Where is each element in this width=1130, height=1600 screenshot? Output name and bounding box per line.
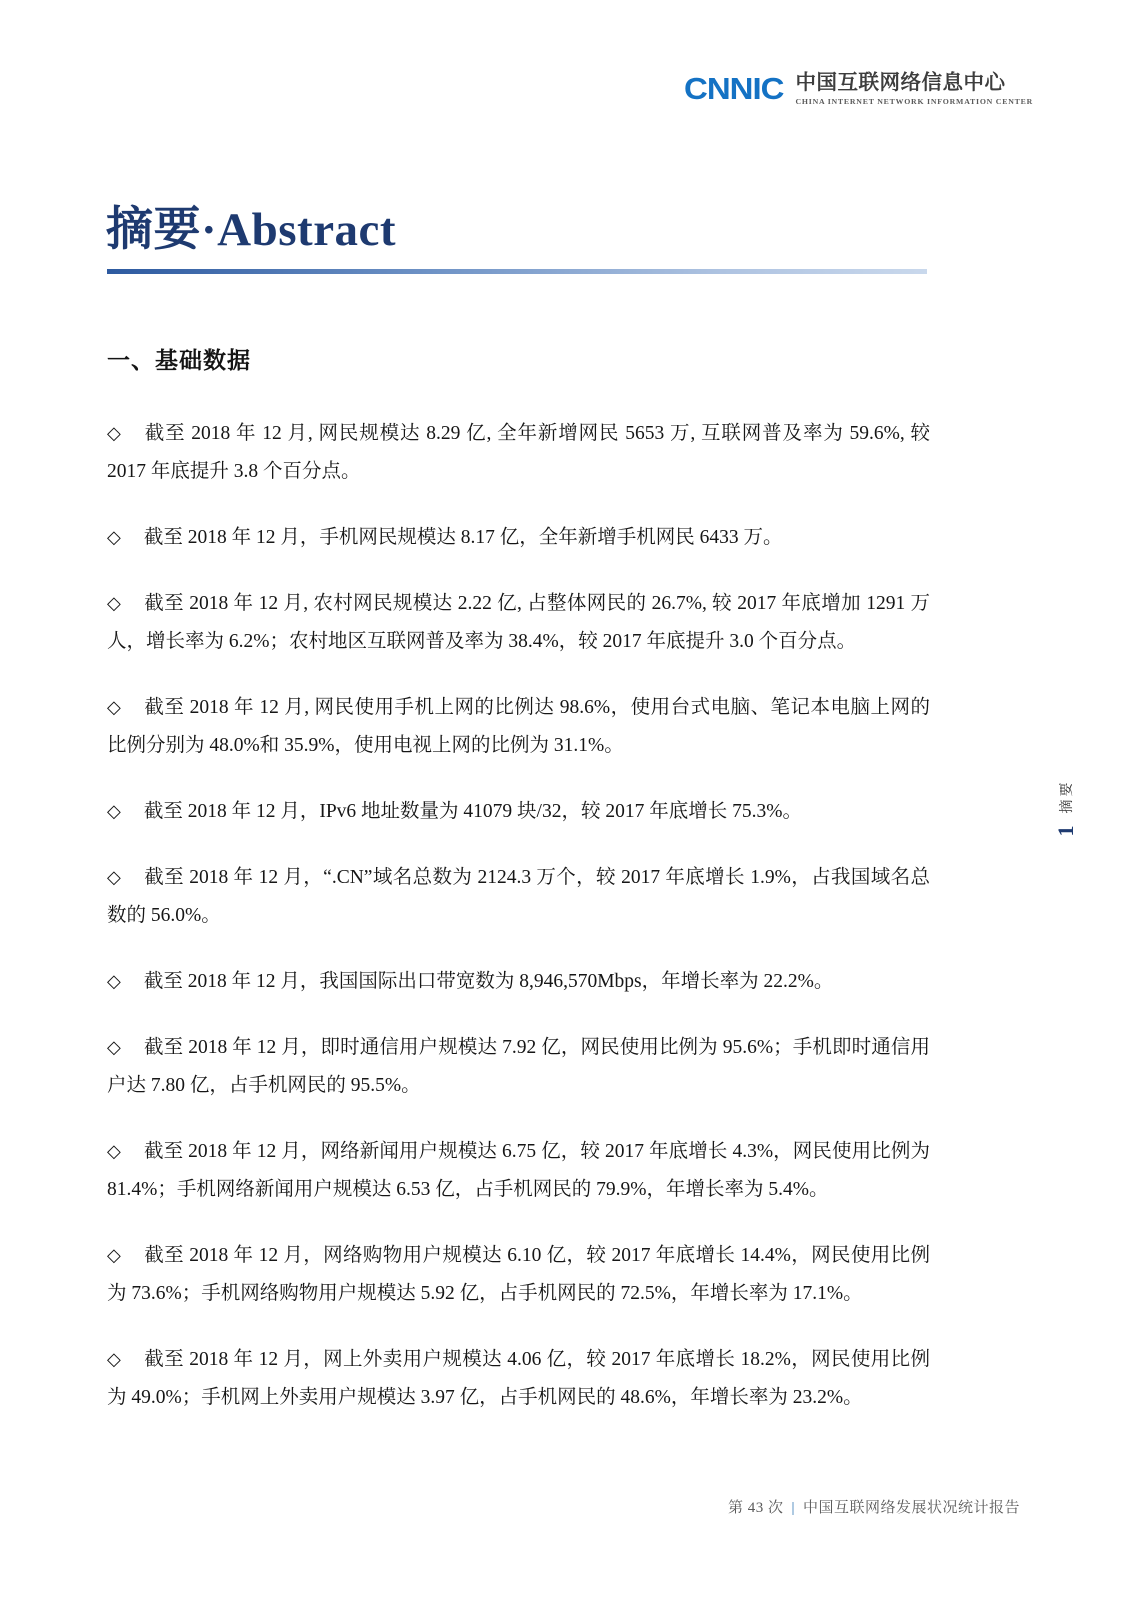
paragraph-text: 截至 2018 年 12 月，我国国际出口带宽数为 8,946,570Mbps，年增长率为 22.2%。 xyxy=(143,971,834,992)
abstract-paragraph xyxy=(107,858,930,935)
diamond-bullet-icon: ◇ xyxy=(107,971,121,991)
logo-name-english: CHINA INTERNET NETWORK INFORMATION CENTER xyxy=(795,96,1033,106)
footer-issue: 第 43 次 xyxy=(727,1500,784,1516)
diamond-bullet-icon: ◇ xyxy=(107,697,121,717)
paragraph-text: 截至 2018 年 12 月，IPv6 地址数量为 41079 块/32，较 2017 年底增长 75.3%。 xyxy=(143,801,802,822)
abstract-paragraph xyxy=(107,792,930,831)
paragraph-text: 截至 2018 年 12 月, 网民规模达 8.29 亿, 全年新增网民 5653 万, 互联网普及率为 59.6%, 较 2017 年底提升 3.8 个百分点。 xyxy=(107,423,930,482)
diamond-bullet-icon: ◇ xyxy=(107,1245,121,1265)
paragraph-text: 截至 2018 年 12 月，手机网民规模达 8.17 亿，全年新增手机网民 6433 万。 xyxy=(143,527,783,548)
abstract-paragraph xyxy=(107,518,930,557)
paragraph-text: 截至 2018 年 12 月, 农村网民规模达 2.22 亿, 占整体网民的 26.7%, 较 2017 年底增加 1291 万人，增长率为 6.2%；农村地区互联网普及率为 38.4%，较 2017 年底提升 3.0 个百分点。 xyxy=(107,593,930,652)
page-footer xyxy=(728,1496,1020,1517)
title-underline-rule xyxy=(107,269,927,274)
paragraph-text: 截至 2018 年 12 月，网络新闻用户规模达 6.75 亿，较 2017 年底增长 4.3%，网民使用比例为 81.4%；手机网络新闻用户规模达 6.53 亿，占手机网民的 79.9%，年增长率为 5.4%。 xyxy=(107,1141,930,1200)
diamond-bullet-icon: ◇ xyxy=(107,527,121,547)
diamond-bullet-icon: ◇ xyxy=(107,867,121,887)
cnnic-logo xyxy=(684,72,1033,105)
section-heading: 一、基础数据 xyxy=(107,348,251,373)
diamond-bullet-icon: ◇ xyxy=(107,423,121,443)
abstract-paragraph xyxy=(107,688,930,765)
diamond-bullet-icon: ◇ xyxy=(107,1141,121,1161)
paragraph-text: 截至 2018 年 12 月，“.CN”域名总数为 2124.3 万个，较 2017 年底增长 1.9%，占我国域名总数的 56.0%。 xyxy=(107,867,930,926)
abstract-paragraph xyxy=(107,584,930,661)
abstract-content xyxy=(107,414,930,1444)
abstract-paragraph xyxy=(107,1340,930,1417)
footer-separator: | xyxy=(791,1500,795,1516)
abstract-paragraph xyxy=(107,414,930,491)
footer-report-title: 中国互联网络发展状况统计报告 xyxy=(802,1500,1020,1516)
diamond-bullet-icon: ◇ xyxy=(107,593,121,613)
paragraph-text: 截至 2018 年 12 月，即时通信用户规模达 7.92 亿，网民使用比例为 95.6%；手机即时通信用户达 7.80 亿，占手机网民的 95.5%。 xyxy=(107,1037,930,1096)
diamond-bullet-icon: ◇ xyxy=(107,1349,121,1369)
page-number: 1 xyxy=(1053,825,1078,837)
cnnic-wordmark-icon: CNNIC xyxy=(684,71,784,106)
diamond-bullet-icon: ◇ xyxy=(107,1037,121,1057)
logo-names xyxy=(796,72,1033,105)
page-margin-tab xyxy=(1048,744,1084,872)
paragraph-text: 截至 2018 年 12 月，网络购物用户规模达 6.10 亿，较 2017 年底增长 14.4%，网民使用比例为 73.6%；手机网络购物用户规模达 5.92 亿，占手机网民的 72.5%，年增长率为 17.1%。 xyxy=(107,1245,930,1304)
abstract-paragraph xyxy=(107,962,930,1001)
page-title: 摘要·Abstract xyxy=(106,204,397,256)
abstract-paragraph xyxy=(107,1028,930,1105)
paragraph-text: 截至 2018 年 12 月，网上外卖用户规模达 4.06 亿，较 2017 年底增长 18.2%，网民使用比例为 49.0%；手机网上外卖用户规模达 3.97 亿，占手机网民的 48.6%，年增长率为 23.2%。 xyxy=(107,1349,930,1408)
paragraph-text: 截至 2018 年 12 月, 网民使用手机上网的比例达 98.6%，使用台式电脑、笔记本电脑上网的比例分别为 48.0%和 35.9%，使用电视上网的比例为 31.1%。 xyxy=(107,697,930,756)
logo-name-chinese: 中国互联网络信息中心 xyxy=(795,72,1006,94)
chapter-label: 摘要 xyxy=(1060,779,1075,814)
abstract-paragraph xyxy=(107,1236,930,1313)
diamond-bullet-icon: ◇ xyxy=(107,801,121,821)
abstract-paragraph xyxy=(107,1132,930,1209)
